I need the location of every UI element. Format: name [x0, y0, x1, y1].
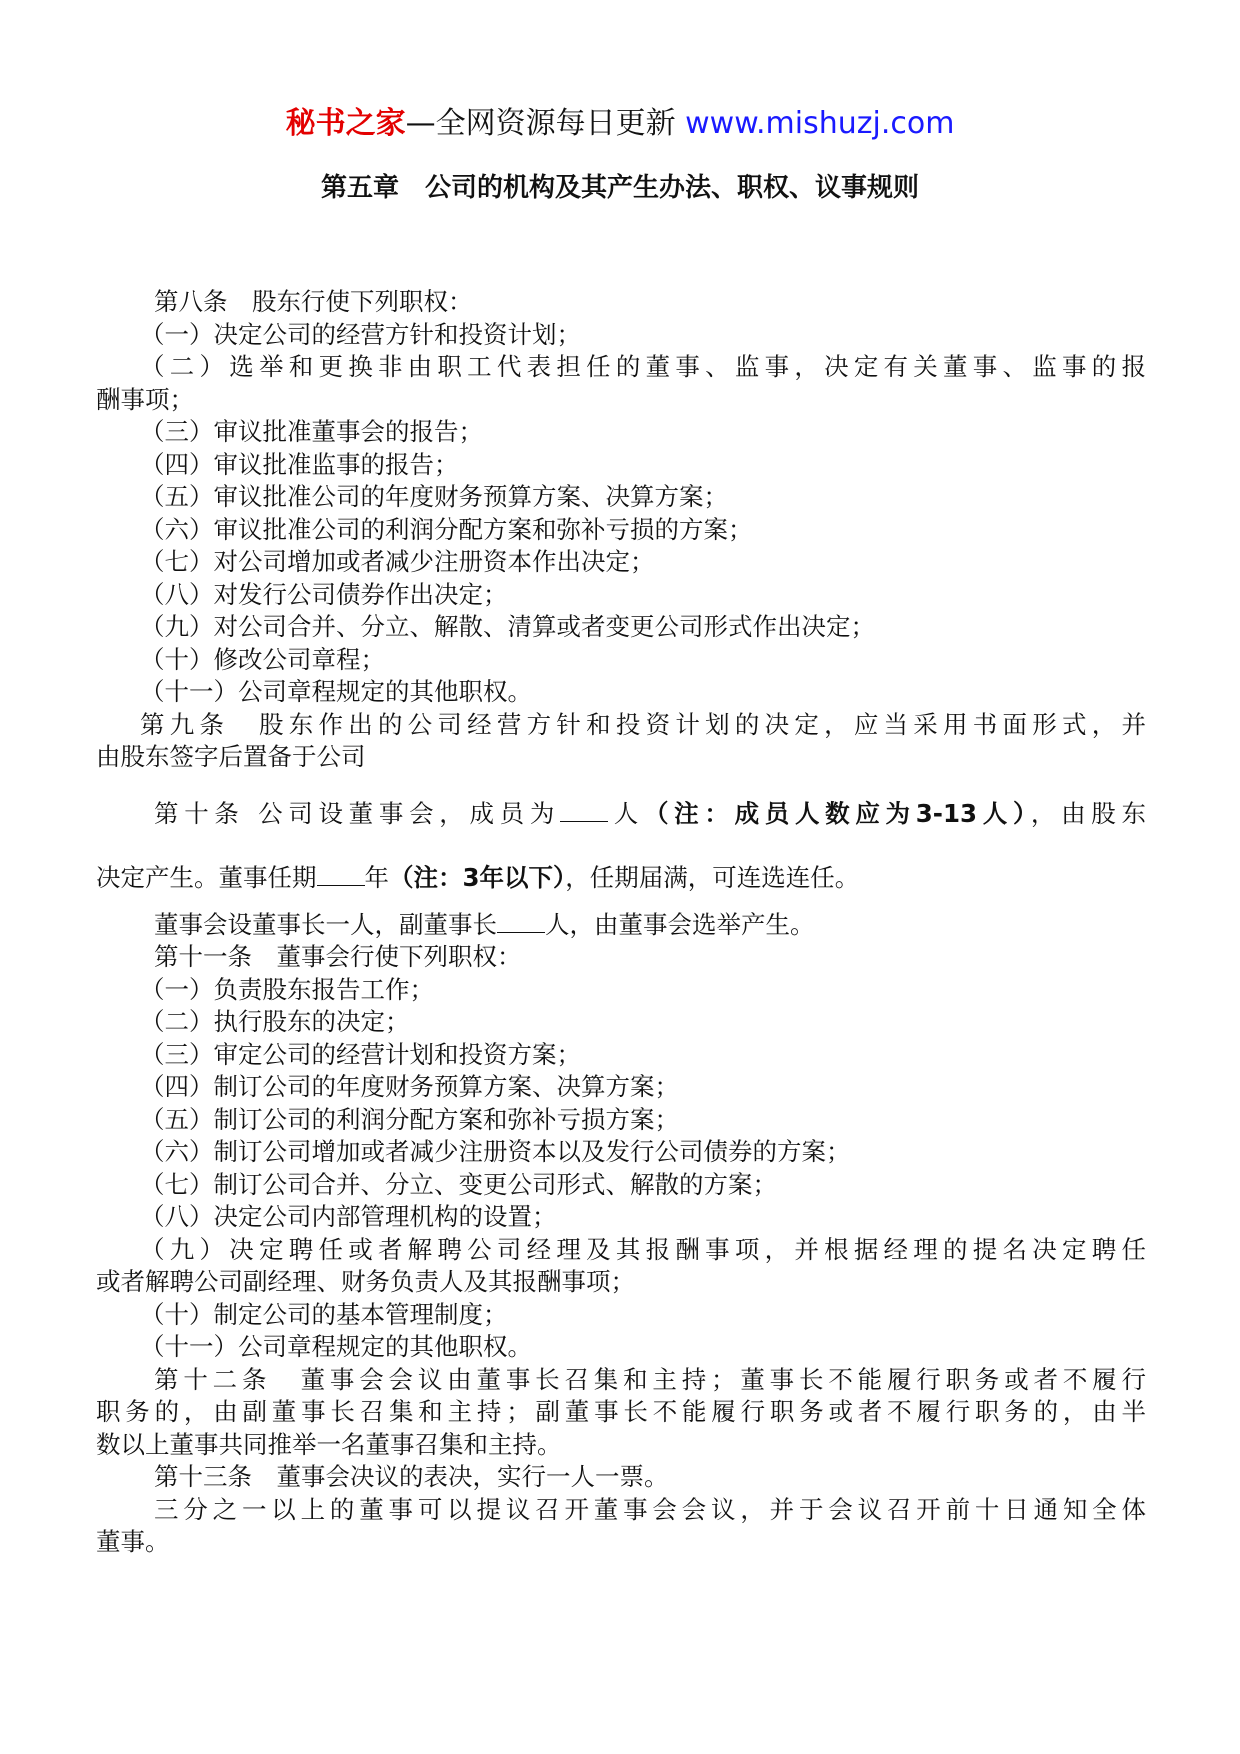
article-11-item: （九）决定聘任或者解聘公司经理及其报酬事项，并根据经理的提名决定聘任 [140, 1234, 1146, 1264]
chapter-title: 第五章 公司的机构及其产生办法、职权、议事规则 [320, 173, 919, 203]
article-11-item: （八）决定公司内部管理机构的设置； [140, 1202, 557, 1231]
article-8-title: 第八条 股东行使下列职权： [154, 287, 473, 316]
article-13-line: 第十三条 董事会决议的表决，实行一人一票。 [154, 1462, 669, 1491]
article-11-item: （一）负责股东报告工作； [140, 974, 434, 1004]
article-8-item: （七）对公司增加或者减少注册资本作出决定； [140, 547, 655, 576]
article-8-item: （十）修改公司章程； [140, 644, 385, 674]
article-8-item-continued: 酬事项； [96, 384, 194, 414]
article-11-item: （三）审定公司的经营计划和投资方案； [140, 1039, 581, 1069]
article-8-item: （五）审议批准公司的年度财务预算方案、决算方案； [140, 482, 728, 511]
article-8-item: （三）审议批准董事会的报告； [140, 417, 483, 446]
article-13-line: 董事。 [96, 1527, 170, 1556]
article-12-line: 数以上董事共同推举一名董事召集和主持。 [96, 1429, 562, 1459]
article-10-line [96, 798, 1146, 831]
site-slogan: —全网资源每日更新 [405, 106, 676, 141]
article-8-item: （二）选举和更换非由职工代表担任的董事、监事，决定有关董事、监事的报 [140, 352, 1146, 381]
article-8-item: （十一）公司章程规定的其他职权。 [140, 677, 532, 706]
article-9-line: 由股东签字后置备于公司 [96, 742, 366, 771]
site-name: 秘书之家 [285, 106, 406, 141]
article-8-item: （一）决定公司的经营方针和投资计划； [140, 319, 581, 349]
article-8-item: （九）对公司合并、分立、解散、清算或者变更公司形式作出决定； [140, 612, 875, 641]
member-count-note: （注：成员人数应为3-13人） [643, 798, 1031, 828]
article-8-item: （八）对发行公司债券作出决定； [140, 579, 508, 609]
article-11-item: （十）制定公司的基本管理制度； [140, 1299, 508, 1329]
article-12-line: 职务的，由副董事长召集和主持；副董事长不能履行职务或者不履行职务的，由半 [96, 1397, 1146, 1426]
article-8-item: （六）审议批准公司的利润分配方案和弥补亏损的方案； [140, 514, 753, 544]
article-10-text: ，由股东 [1030, 798, 1147, 828]
article-10-text: 人 [608, 798, 644, 828]
term-note: （注：3年以下） [389, 863, 566, 892]
article-11-item: （十一）公司章程规定的其他职权。 [140, 1332, 532, 1361]
article-13-line: 三分之一以上的董事可以提议召开董事会会议，并于会议召开前十日通知全体 [154, 1494, 1146, 1524]
article-11-item: （四）制订公司的年度财务预算方案、决算方案； [140, 1072, 679, 1101]
article-11-item: （六）制订公司增加或者减少注册资本以及发行公司债券的方案； [140, 1137, 851, 1166]
member-count-blank [560, 799, 608, 822]
chairman-text: 董事会设董事长一人，副董事长 [154, 909, 497, 939]
article-10-line [96, 862, 1146, 895]
article-10-text: 年 [364, 863, 389, 892]
vice-chair-count-blank [497, 910, 545, 933]
article-11-item: （七）制订公司合并、分立、变更公司形式、解散的方案； [140, 1169, 777, 1199]
article-10-text: 第十条 公司设董事会，成员为 [154, 798, 561, 828]
document-body [96, 286, 1146, 1559]
article-10-text: ，任期届满，可连选连任。 [565, 863, 860, 892]
article-11-item: （五）制订公司的利润分配方案和弥补亏损方案； [140, 1104, 679, 1134]
chairman-line [96, 909, 1146, 942]
article-11-item: （二）执行股东的决定； [140, 1007, 410, 1036]
article-12-line: 第十二条 董事会会议由董事长召集和主持；董事长不能履行职务或者不履行 [154, 1364, 1146, 1394]
article-10-text: 决定产生。董事任期 [96, 863, 317, 892]
article-11-title: 第十一条 董事会行使下列职权： [154, 942, 522, 971]
term-years-blank [317, 863, 365, 886]
article-9-line: 第九条 股东作出的公司经营方针和投资计划的决定，应当采用书面形式，并 [140, 709, 1146, 739]
chairman-text: 人，由董事会选举产生。 [545, 909, 815, 939]
article-8-item: （四）审议批准监事的报告； [140, 449, 459, 479]
site-url-link[interactable]: www.mishuzj.com [685, 106, 955, 141]
article-11-item-continued: 或者解聘公司副经理、财务负责人及其报酬事项； [96, 1267, 635, 1296]
site-banner [0, 104, 1240, 144]
